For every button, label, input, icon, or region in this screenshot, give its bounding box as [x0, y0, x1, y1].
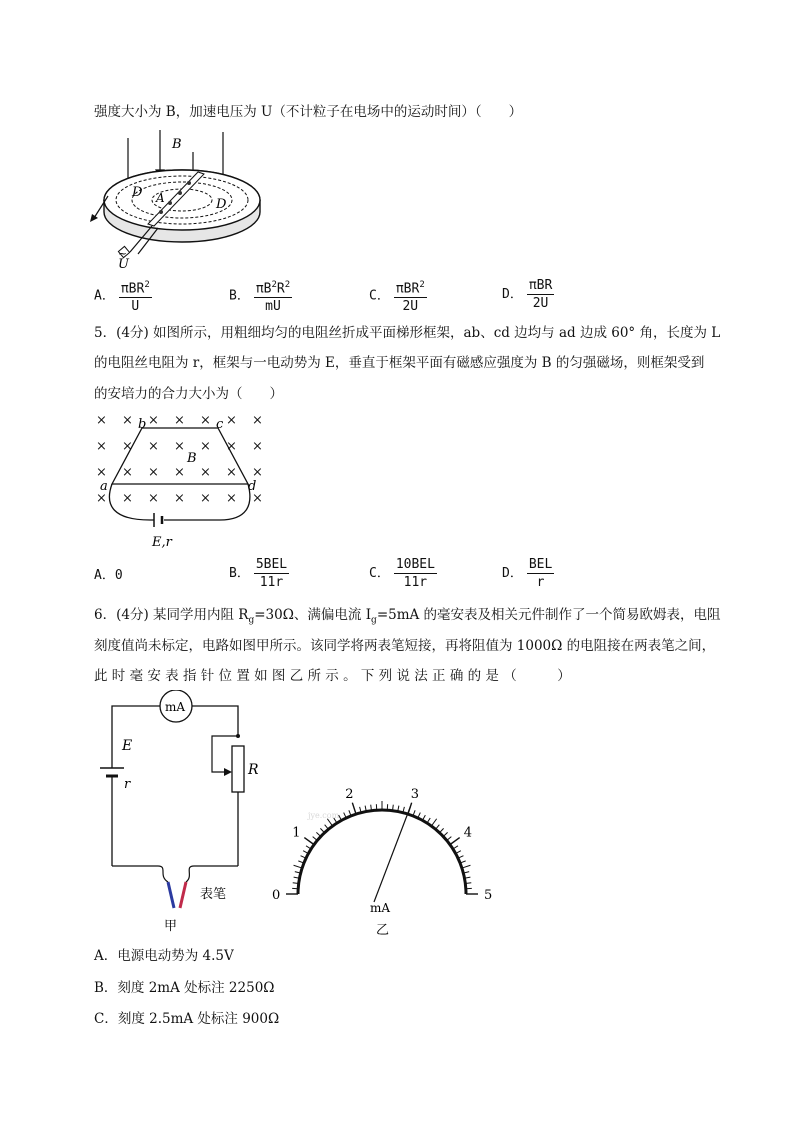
q5-option-b[interactable]: B． $\frac{\text{5BEL}}{11r}$ [229, 557, 288, 590]
vertex-d: d [248, 479, 257, 494]
q6-stem-line-2: 刻度值尚未标定，电路如图甲所示。该同学将两表笔短接，再将阻值为 1000Ω 的电阻接在两表笔之间， [94, 638, 716, 654]
field-cross: × [148, 465, 159, 480]
red-probe [180, 882, 186, 908]
q6-option-a[interactable]: A．电源电动势为 4.5V [94, 948, 234, 964]
dial-tick [325, 825, 329, 830]
rheostat-label: R [248, 762, 259, 778]
q5-stem-line-2: 的电阻丝电阻为 r，框架与一电动势为 E，垂直于框架平面有磁感应强度为 B 的匀强磁场，则框架受到 [94, 355, 705, 371]
dial-tick [462, 865, 471, 868]
vertex-c: c [216, 417, 224, 432]
dial-unit: mA [370, 901, 391, 915]
field-cross: × [148, 491, 159, 506]
dial-tick-label: 4 [463, 825, 473, 841]
field-cross: × [122, 465, 133, 480]
trapezoid-frame-figure [90, 406, 280, 552]
q4-option-c[interactable]: C． $\frac{\pi BR^2}{2U}$ [369, 277, 427, 315]
field-cross: × [96, 413, 107, 428]
field-cross: × [122, 413, 133, 428]
field-cross: × [96, 439, 107, 454]
field-cross: × [252, 413, 263, 428]
field-cross: × [122, 439, 133, 454]
label-A: A [156, 191, 165, 205]
magnetic-field-crosses [96, 413, 263, 506]
field-cross: × [200, 491, 211, 506]
dial-tick-label: 2 [345, 787, 354, 803]
field-cross: × [226, 439, 237, 454]
label-B: B [172, 137, 182, 152]
field-cross: × [174, 465, 185, 480]
field-cross: × [148, 439, 159, 454]
dial-tick-label: 0 [272, 888, 281, 903]
field-cross: × [174, 491, 185, 506]
q4-option-b[interactable]: B． $\frac{\pi B^2R^2}{mU}$ [229, 277, 292, 315]
caption-jia: 甲 [164, 919, 178, 934]
battery-label: E,r [152, 535, 172, 550]
dial-tick [443, 832, 447, 836]
dial-tick [447, 837, 452, 841]
dial-tick [431, 819, 436, 826]
field-cross: × [226, 413, 237, 428]
q5-option-d[interactable]: D． $\frac{\text{BEL}}{r}$ [502, 557, 553, 590]
black-probe [168, 882, 174, 908]
field-cross: × [252, 465, 263, 480]
q5-stem-line-3: 的安培力的合力大小为（ ） [94, 386, 283, 402]
dial-tick-label: 1 [292, 825, 301, 841]
q4-stem-tail: 强度大小为 B，加速电压为 U（不计粒子在电场中的运动时间）（ ） [94, 104, 523, 120]
vertex-b: b [138, 417, 147, 432]
dial-tick [313, 837, 318, 841]
field-cross: × [148, 413, 159, 428]
field-cross: × [200, 439, 211, 454]
field-cross: × [252, 439, 263, 454]
dial-tick-label: 5 [484, 888, 493, 903]
meter-label: mA [165, 700, 186, 714]
field-cross: × [122, 491, 133, 506]
svg-text:~: ~ [118, 247, 128, 260]
q6-stem-line-1: 6．(4分) 某同学用内阻 $R_g=30\Omega$、满偏电流 $I_g=5mA$ 的毫安表及相关元件制作了一个简易欧姆表，电阻 [94, 607, 721, 626]
dial-tick [440, 828, 444, 832]
dial-tick [352, 803, 356, 814]
q5-option-c[interactable]: C． $\frac{\text{10BEL}}{11r}$ [369, 557, 435, 590]
field-cross: × [174, 413, 185, 428]
q6-option-b[interactable]: B．刻度 2mA 处标注 2250Ω [94, 980, 275, 996]
dial-tick [304, 838, 314, 845]
field-cross: × [96, 465, 107, 480]
field-cross: × [252, 491, 263, 506]
probe-label: 表笔 [200, 887, 227, 902]
label-D-right: D [216, 197, 227, 212]
field-cross: × [174, 439, 185, 454]
milliammeter-dial-figure [268, 770, 498, 940]
watermark: jye.com [308, 811, 340, 820]
dial-tick [320, 828, 324, 832]
ohmmeter-circuit-figure [90, 690, 260, 938]
q4-option-a[interactable]: A． $\frac{\pi BR^2}{U}$ [94, 277, 152, 315]
internal-r-label: r [124, 777, 131, 792]
q6-option-c[interactable]: C．刻度 2.5mA 处标注 900Ω [94, 1011, 280, 1027]
caption-yi: 乙 [376, 923, 390, 938]
q5-option-a[interactable]: A．0 [94, 568, 123, 583]
dial-tick [436, 825, 440, 830]
field-cross: × [226, 465, 237, 480]
field-cross: × [200, 465, 211, 480]
emf-label: E [122, 738, 133, 754]
dial-needle [374, 807, 410, 902]
cyclotron-figure [86, 126, 266, 274]
q6-stem-line-3: 此 时 毫 安 表 指 针 位 置 如 图 乙 所 示 。 下 列 说 法 正 确 的 是 （ ） [94, 668, 571, 684]
rheostat-icon [232, 746, 244, 792]
q5-stem-line-1: 5．(4分) 如图所示，用粗细均匀的电阻丝折成平面梯形框架，ab、cd 边均与 ad 边成 60° 角，长度为 L [94, 325, 721, 341]
label-U: U [118, 257, 129, 272]
q4-option-d[interactable]: D． $\frac{\text{πBR}}{2U}$ [502, 278, 553, 311]
field-label-B: B [187, 451, 197, 466]
dial-tick [450, 838, 460, 845]
label-D-left: D [132, 185, 143, 200]
field-cross: × [200, 413, 211, 428]
dial-tick [294, 865, 303, 868]
field-cross: × [226, 491, 237, 506]
dial-tick [316, 832, 320, 836]
dial-tick-label: 3 [410, 787, 420, 803]
field-cross: × [96, 491, 107, 506]
vertex-a: a [100, 479, 108, 494]
